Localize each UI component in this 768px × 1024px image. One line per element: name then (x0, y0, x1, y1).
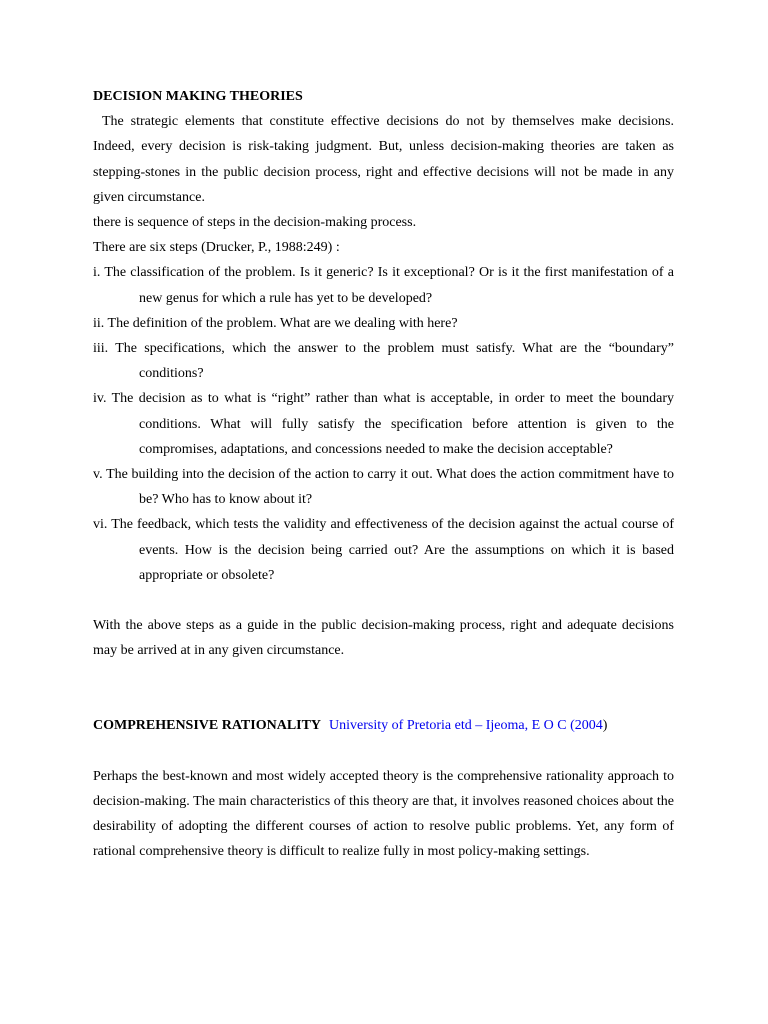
intro-paragraph: The strategic elements that constitute effective decisions do not by themselves make decisions. Indeed, every decision is risk-taking judgment. But, unless decision-making theories are taken as stepping-stones in the public decision process, right and effective decisions will not be made in any given circumstance. (93, 114, 674, 205)
step-item-5: v. The building into the decision of the action to carry it out. What does the action commitment have to be? Who has to know about it? (93, 467, 674, 508)
step-item-4: iv. The decision as to what is “right” rather than what is acceptable, in order to meet the boundary conditions. What will fully satisfy the specification before attention is given to the compromises, adaptations, and concessions needed to make the decision acceptable? (93, 391, 674, 457)
source-citation-link[interactable]: University of Pretoria etd – Ijeoma, E O C (2004 (329, 718, 603, 734)
step-item-6: vi. The feedback, which tests the validity and effectiveness of the decision against the actual course of events. How is the decision being carried out? Are the assumptions on which it is based appropriate or obsolete? (93, 517, 674, 583)
spacer (93, 588, 674, 613)
spacer (93, 663, 674, 713)
section-heading-row-comprehensive-rationality (93, 713, 674, 738)
document-page (93, 84, 674, 864)
sequence-line: there is sequence of steps in the decision-making process. (93, 215, 417, 231)
spacer (93, 739, 674, 764)
step-item-2: ii. The definition of the problem. What are we dealing with here? (93, 315, 458, 331)
step-item-3: iii. The specifications, which the answer to the problem must satisfy. What are the “boundary” conditions? (93, 341, 674, 382)
citation-close-paren: ) (602, 718, 608, 734)
section-heading-comprehensive-rationality: COMPREHENSIVE RATIONALITY (93, 718, 322, 734)
step-item-1: i. The classification of the problem. Is it generic? Is it exceptional? Or is it the first manifestation of a new genus for which a rule has yet to be developed? (93, 265, 674, 306)
conclusion-paragraph: With the above steps as a guide in the public decision-making process, right and adequate decisions may be arrived at in any given circumstance. (93, 618, 674, 659)
six-steps-line: There are six steps (Drucker, P., 1988:249) : (93, 240, 340, 256)
section-heading-decision-making-theories: DECISION MAKING THEORIES (93, 89, 303, 104)
comprehensive-rationality-paragraph: Perhaps the best-known and most widely accepted theory is the comprehensive rationality approach to decision-making. The main characteristics of this theory are that, it involves reasoned choices about the desirability of adopting the different courses of action to resolve public problems. Yet, any form of rational comprehensive theory is difficult to realize fully in most policy-making settings. (93, 768, 674, 860)
